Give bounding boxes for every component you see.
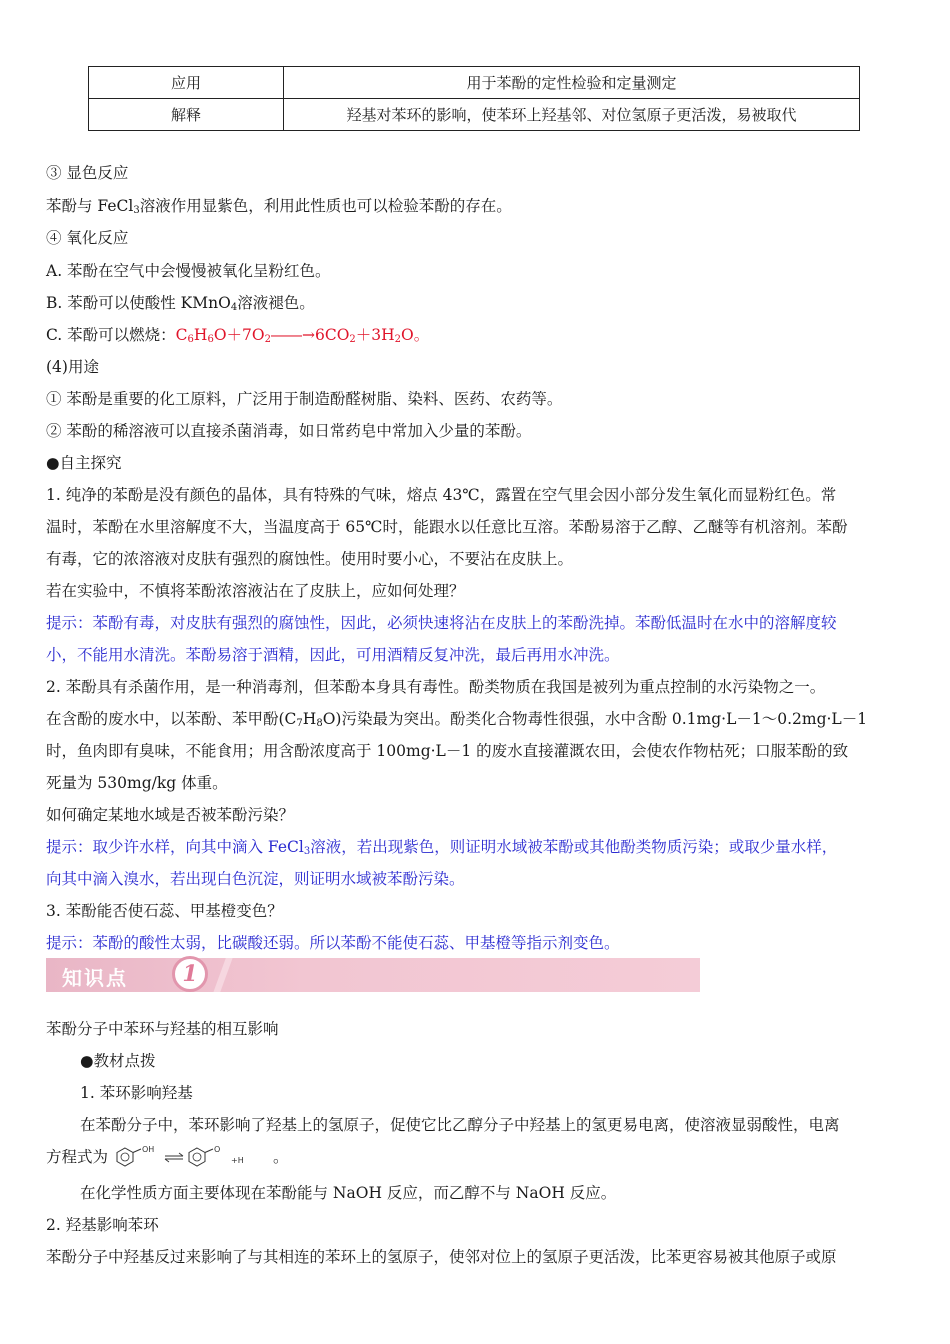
section-title: 1. 苯环影响羟基 (80, 1084, 193, 1102)
text: B. 苯酚可以使酸性 KMnO (46, 294, 231, 312)
paragraph: A. 苯酚在空气中会慢慢被氧化呈粉红色。 (46, 262, 331, 280)
banner-label: 知识点 (62, 966, 128, 990)
eq-part: H (193, 326, 208, 344)
subscript: 2 (264, 334, 271, 345)
text: 方程式为 (46, 1148, 109, 1166)
paragraph: 有毒，它的浓溶液对皮肤有强烈的腐蚀性。使用时要小心，不要沾在皮肤上。 (46, 550, 574, 568)
paragraph: 死量为 530mg/kg 体重。 (46, 774, 228, 792)
subscript: 6 (187, 334, 194, 345)
eq-part: ＋3H (355, 326, 395, 344)
paragraph (46, 1144, 908, 1174)
paragraph: 苯酚分子中羟基反过来影响了与其相连的苯环上的氢原子，使邻对位上的氢原子更活泼，比苯更容易被其他原子或原 (46, 1248, 837, 1266)
subscript: 2 (394, 334, 402, 345)
text: 溶液，若出现紫色，则证明水域被苯酚或其他酚类物质污染；或取少量水样， (310, 838, 838, 856)
text: O)污染最为突出。酚类化合物毒性很强，水中含酚 0.1mg·L－1～0.2mg·L－1 (322, 710, 868, 728)
hint: 提示：苯酚有毒，对皮肤有强烈的腐蚀性，因此，必须快速将沾在皮肤上的苯酚洗掉。苯酚低温时在水中的溶解度较 (46, 614, 837, 632)
subscript: 6 (207, 334, 214, 345)
paragraph (46, 708, 908, 735)
paragraph: 温时，苯酚在水里溶解度不大，当温度高于 65℃时，能跟水以任意比互溶。苯酚易溶于乙醇、乙醚等有机溶剂。苯酚 (46, 518, 848, 536)
text: C. 苯酚可以燃烧： (46, 326, 176, 344)
eq-part: O＋7O (213, 326, 265, 344)
paragraph: 2. 苯酚具有杀菌作用，是一种消毒剂，但苯酚本身具有毒性。酚类物质在我国是被列为重点控制的水污染物之一。 (46, 678, 826, 696)
paragraph (46, 324, 908, 351)
text: 溶液作用显紫色，利用此性质也可以检验苯酚的存在。 (139, 197, 512, 215)
eq-part: ――→6CO (270, 326, 350, 344)
section-title: 2. 羟基影响苯环 (46, 1216, 159, 1234)
table-cell-content: 用于苯酚的定性检验和定量测定 (284, 67, 860, 99)
subscript: 7 (296, 718, 303, 729)
eq-h-text: +H (230, 1156, 244, 1165)
knowledge-point-banner (46, 958, 700, 992)
subscript: 3 (303, 846, 311, 857)
hint: 提示：苯酚的酸性太弱，比碳酸还弱。所以苯酚不能使石蕊、甲基橙等指示剂变色。 (46, 934, 620, 952)
subscript: 2 (349, 334, 356, 345)
sub-heading: ●教材点拨 (80, 1052, 156, 1070)
paragraph: 在苯酚分子中，苯环影响了羟基上的氢原子，促使它比乙醇分子中羟基上的氢更易电离，使溶液显弱酸性，电离 (80, 1116, 840, 1134)
properties-table (88, 66, 860, 131)
section-title: ④ 氧化反应 (46, 229, 129, 247)
text: H (302, 710, 317, 728)
table-cell-content: 羟基对苯环的影响，使苯环上羟基邻、对位氢原子更活泼，易被取代 (284, 99, 860, 131)
paragraph: 1. 纯净的苯酚是没有颜色的晶体，具有特殊的气味，熔点 43℃，露置在空气里会因小部分发生氧化而显粉红色。常 (46, 486, 837, 504)
question: 若在实验中，不慎将苯酚浓溶液沾在了皮肤上，应如何处理？ (46, 582, 465, 600)
text: 在含酚的废水中，以苯酚、苯甲酚(C (46, 710, 297, 728)
section-title: (4)用途 (46, 358, 99, 376)
subscript: 8 (316, 718, 323, 729)
hint: 小，不能用水清洗。苯酚易溶于酒精，因此，可用酒精反复冲洗，最后再用水冲洗。 (46, 646, 620, 664)
hint: 向其中滴入溴水，若出现白色沉淀，则证明水域被苯酚污染。 (46, 870, 465, 888)
table-row (89, 99, 860, 131)
ionization-equation-structure (113, 1144, 273, 1172)
section-title: ③ 显色反应 (46, 164, 129, 182)
paragraph (46, 195, 908, 222)
text: 。 (272, 1148, 289, 1166)
subscript: 3 (133, 205, 140, 216)
section-title: ●自主探究 (46, 454, 122, 472)
paragraph: 在化学性质方面主要体现在苯酚能与 NaOH 反应，而乙醇不与 NaOH 反应。 (80, 1184, 617, 1202)
eq-part: C (175, 326, 188, 344)
eq-part: O。 (401, 326, 430, 344)
table-cell-label: 解释 (89, 99, 284, 131)
question: 如何确定某地水域是否被苯酚污染？ (46, 806, 295, 824)
table-row (89, 67, 860, 99)
banner-decoration (202, 958, 242, 992)
paragraph: 时，鱼肉即有臭味，不能食用；用含酚浓度高于 100mg·L－1 的废水直接灌溉农田，会使农作物枯死；口服苯酚的致 (46, 742, 849, 760)
text: 提示：取少许水样，向其中滴入 FeCl (46, 838, 304, 856)
eq-o-text: O (213, 1145, 221, 1154)
subscript: 4 (230, 302, 238, 313)
table-cell-label: 应用 (89, 67, 284, 99)
paragraph: ① 苯酚是重要的化工原料，广泛用于制造酚醛树脂、染料、医药、农药等。 (46, 390, 563, 408)
eq-oh-text: OH (141, 1145, 155, 1154)
text: 苯酚与 FeCl (46, 197, 134, 215)
banner-number-badge: 1 (172, 956, 208, 992)
question: 3. 苯酚能否使石蕊、甲基橙变色？ (46, 902, 283, 920)
paragraph (46, 292, 908, 319)
paragraph: ② 苯酚的稀溶液可以直接杀菌消毒，如日常药皂中常加入少量的苯酚。 (46, 422, 532, 440)
section-heading: 苯酚分子中苯环与羟基的相互影响 (46, 1020, 279, 1038)
combustion-equation (176, 326, 430, 344)
text: 溶液褪色。 (237, 294, 315, 312)
hint (46, 836, 908, 863)
